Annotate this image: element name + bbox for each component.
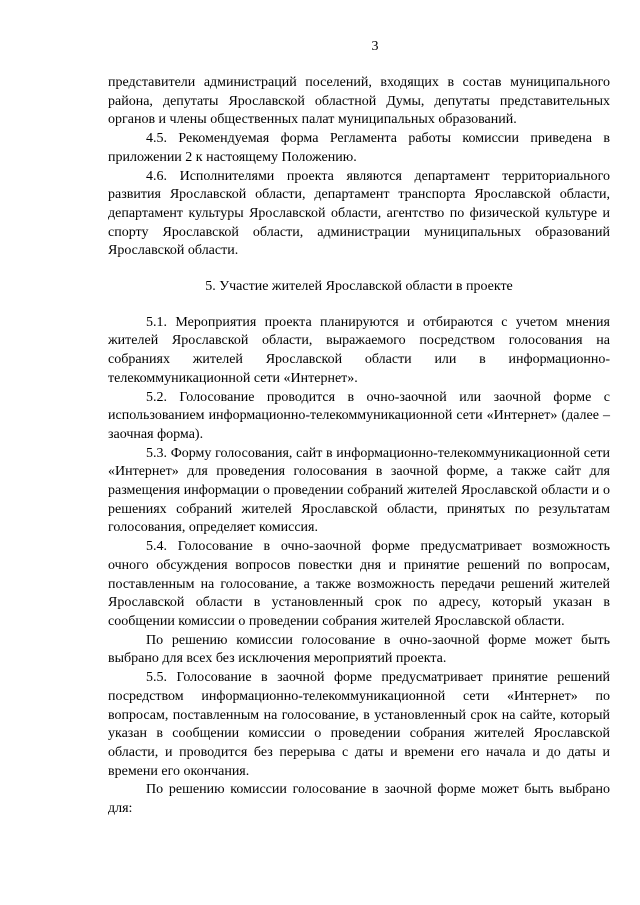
page-number: 3 bbox=[371, 39, 379, 54]
section-heading: 5. Участие жителей Ярославской области в проекте bbox=[205, 279, 513, 295]
paragraph: 5.4. Голосование в очно-заочной форме предусматривает возможность очного обсуждения вопросов повестки дня и принятие решений по вопросам, поставленным на голосование, а также возможность передачи решений жителей Ярославской области в установленный срок по адресу, который указан в сообщении комиссии о проведении собрания жителей Ярославской области. bbox=[108, 539, 610, 629]
paragraph: 4.6. Исполнителями проекта являются департамент территориального развития Ярославской области, департамент транспорта Ярославской области, департамент культуры Ярославской области, агентство по физической культуре и спорту Ярославской области, администрации муниципальных образований Ярославской области. bbox=[108, 168, 610, 259]
paragraph: представители администраций поселений, входящих в состав муниципального района, депутаты Ярославской областной Думы, депутаты представительных органов и члены общественных палат муниципальных образований. bbox=[108, 75, 610, 128]
paragraph: 5.5. Голосование в заочной форме предусматривает принятие решений посредством информационно-телекоммуникационной сети «Интернет» по вопросам, поставленным на голосование, в установленный срок на сайте, который указан в сообщении комиссии о проведении собрания жителей Ярославской области, и проводится без перерыва с даты и времени его начала и до даты и времени его окончания. bbox=[108, 670, 610, 779]
paragraph: 5.2. Голосование проводится в очно-заочной или заочной форме с использованием информационно-телекоммуникационной сети «Интернет» (далее – заочная форма). bbox=[108, 389, 610, 442]
paragraph: По решению комиссии голосование в заочной форме может быть выбрано для: bbox=[108, 782, 610, 817]
paragraph: 4.5. Рекомендуемая форма Регламента работы комиссии приведена в приложении 2 к настоящему Положению. bbox=[108, 131, 610, 165]
paragraph: По решению комиссии голосование в очно-заочной форме может быть выбрано для всех без исключения мероприятий проекта. bbox=[108, 632, 610, 667]
paragraph: 5.3. Форму голосования, сайт в информационно-телекоммуникационной сети «Интернет» для проведения голосования в заочной форме, а также сайт для размещения информации о проведении собраний жителей Ярославской области и о решениях собраний жителей Ярославской области, принятых по результатам голосования, определяет комиссия. bbox=[108, 445, 610, 536]
paragraph: 5.1. Мероприятия проекта планируются и отбираются с учетом мнения жителей Ярославской области, выражаемого посредством голосования на собраниях жителей Ярославской области или в информационно-телекоммуникационной сети «Интернет». bbox=[108, 314, 610, 386]
document-body bbox=[108, 74, 610, 819]
